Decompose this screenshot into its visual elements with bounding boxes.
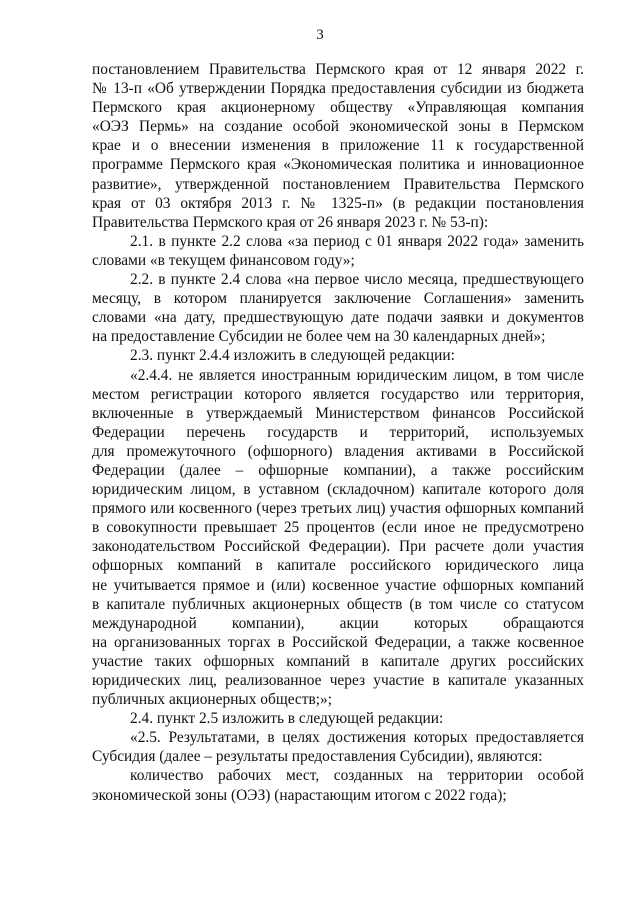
text-line: в капитале публичных акционерных обществ (в том числе со статусом (92, 595, 584, 613)
text-line: 2.2. в пункте 2.4 слова «на первое число месяца, предшествующего (130, 271, 584, 289)
text-line: Пермского края акционерному обществу «Управляющая компания (92, 99, 584, 117)
text-line: Субсидия (далее – результаты предоставления Субсидии), являются: (92, 748, 543, 766)
text-line: края от 03 октября 2013 г. № 1325-п» (в редакции постановления (92, 194, 584, 212)
text-line: в совокупности превышает 25 процентов (если иное не предусмотрено (92, 519, 584, 537)
text-line: 2.4. пункт 2.5 изложить в следующей редакции: (130, 710, 444, 728)
text-line: программе Пермского края «Экономическая политика и инновационное (92, 156, 584, 174)
text-line: участие таких офшорных компаний в капитале других российских (92, 652, 584, 670)
text-line: публичных акционерных обществ;»; (92, 691, 332, 709)
text-line: № 13-п «Об утверждении Порядка предоставления субсидии из бюджета (92, 80, 584, 98)
page-number: 3 (316, 27, 324, 43)
text-line: Федерации перечень государств и территорий, используемых (92, 423, 584, 441)
text-line: крае и о внесении изменения в приложение 11 к государственной (92, 137, 584, 155)
text-line: постановлением Правительства Пермского края от 12 января 2022 г. (92, 61, 584, 78)
text-line: юридических лиц, реализованное через участие в капитале указанных (92, 672, 584, 689)
text-line: словами «в текущем финансовом году»; (92, 251, 355, 269)
text-line: офшорных компаний в капитале российского юридического лица (92, 557, 584, 575)
text-line: прямого или косвенного (через третьих лиц) участия офшорных компаний (92, 500, 584, 518)
text-line: Федерации (далее – офшорные компании), а также российским (92, 461, 584, 479)
text-line: для промежуточного (офшорного) владения активами в Российской (92, 442, 584, 460)
document-body (92, 60, 584, 805)
text-line: месяцу, в котором планируется заключение Соглашения» заменить (92, 290, 584, 308)
text-line: местом регистрации которого является государство или территория, (92, 385, 584, 403)
text-line: «2.4.4. не является иностранным юридическим лицом, в том числе (130, 366, 584, 384)
text-line: международной компании), акции которых обращаются (92, 614, 584, 632)
text-line: 2.3. пункт 2.4.4 изложить в следующей редакции: (130, 347, 455, 365)
text-line: на организованных торгах в Российской Федерации, а также косвенное (92, 633, 584, 651)
text-line: «ОЭЗ Пермь» на создание особой экономической зоны в Пермском (92, 118, 584, 136)
text-line: словами «на дату, предшествующую дате подачи заявки и документов (92, 309, 584, 327)
text-line: 2.1. в пункте 2.2 слова «за период с 01 января 2022 года» заменить (130, 232, 584, 250)
text-line: юридическим лицом, в уставном (складочном) капитале которого доля (92, 481, 584, 499)
text-line: на предоставление Субсидии не более чем на 30 календарных дней»; (92, 328, 546, 346)
text-line: не учитывается прямое и (или) косвенное участие офшорных компаний (92, 576, 584, 594)
text-line: включенные в утверждаемый Министерством финансов Российской (92, 404, 584, 422)
text-line: экономической зоны (ОЭЗ) (нарастающим итогом с 2022 года); (92, 786, 507, 804)
text-line: «2.5. Результатами, в целях достижения которых предоставляется (130, 729, 584, 747)
text-line: Правительства Пермского края от 26 января 2023 г. № 53-п): (92, 213, 489, 231)
text-line: количество рабочих мест, созданных на территории особой (130, 767, 584, 785)
text-line: развитие», утвержденной постановлением Правительства Пермского (92, 175, 584, 193)
text-line: законодательством Российской Федерации). При расчете доли участия (92, 538, 584, 556)
